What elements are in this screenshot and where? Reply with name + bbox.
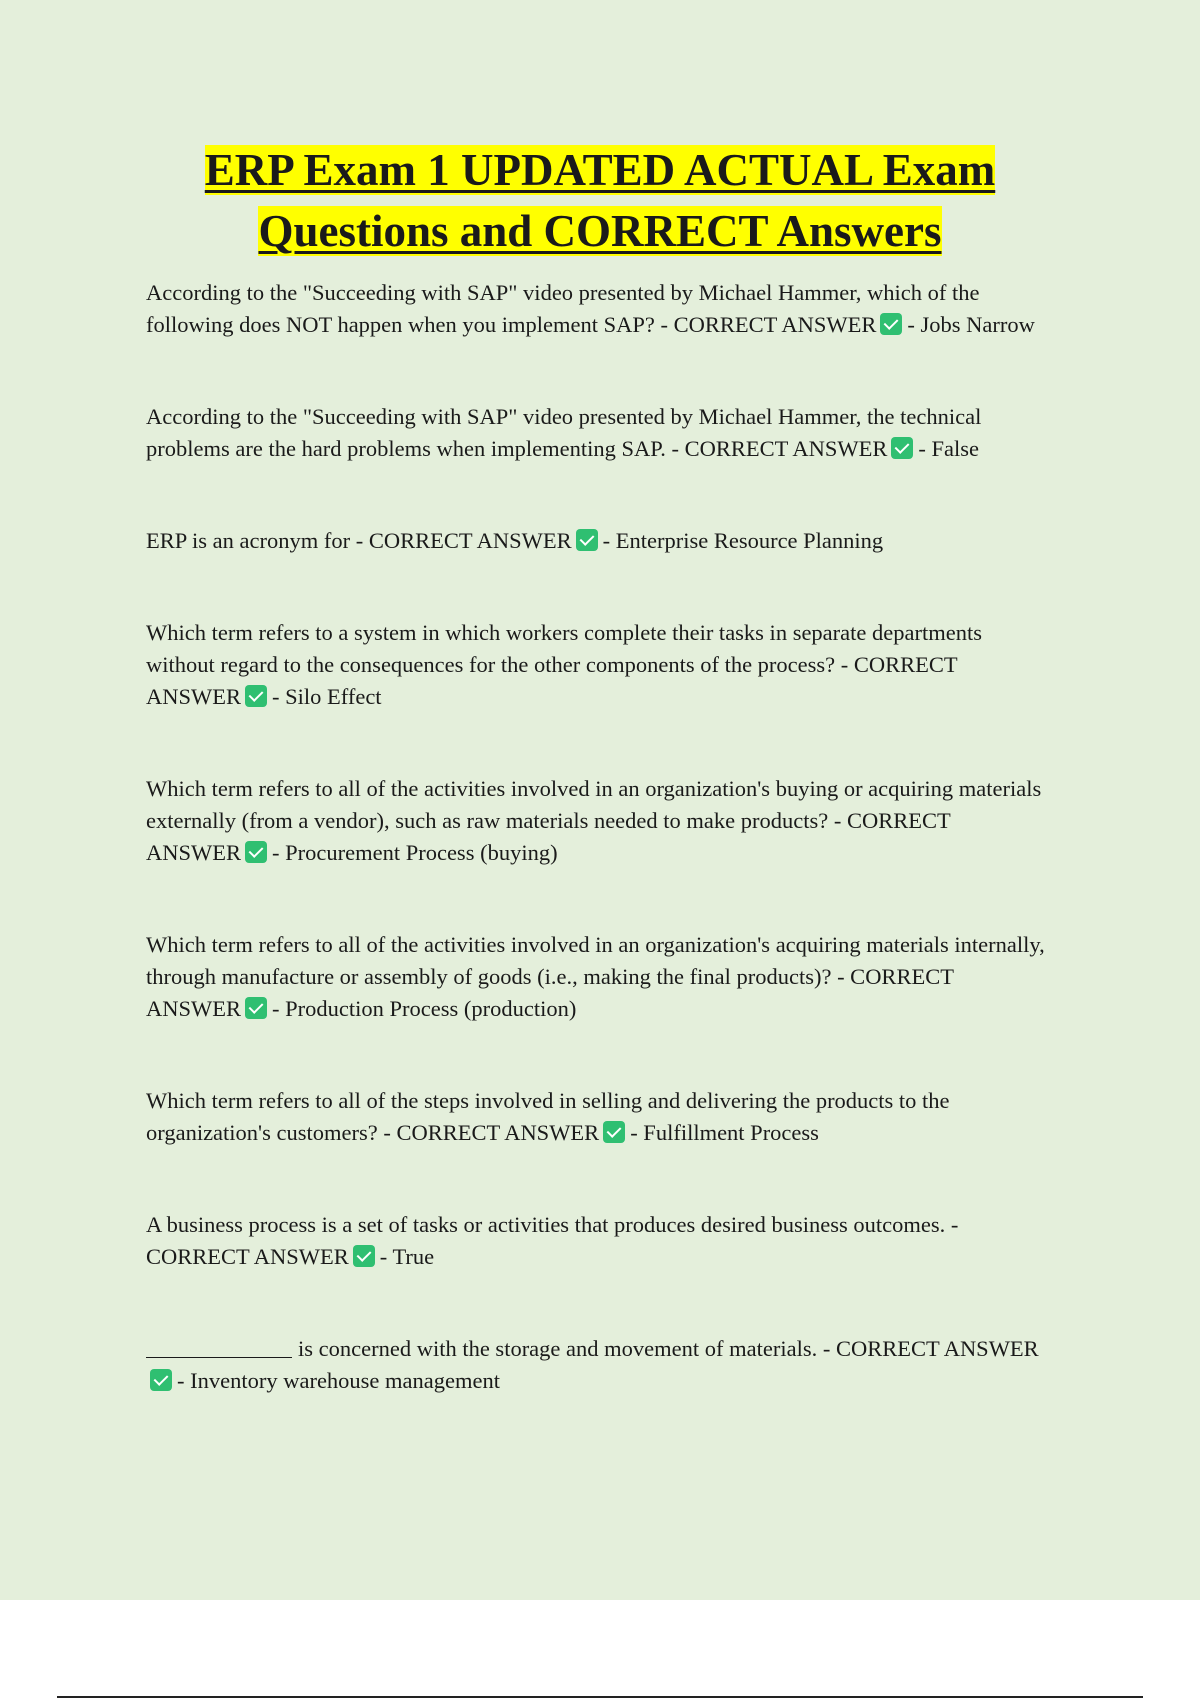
question-text: A business process is a set of tasks or activities that produces desired business outcomes. xyxy=(146,1212,951,1237)
answer-text: - True xyxy=(379,1244,435,1269)
check-mark-icon xyxy=(576,529,598,551)
check-mark-icon xyxy=(245,841,267,863)
answer-text: - Procurement Process (buying) xyxy=(272,840,558,865)
answer-marker: - CORRECT ANSWER xyxy=(146,1212,959,1269)
qa-item-3 xyxy=(146,525,1046,557)
answer-marker: - CORRECT ANSWER xyxy=(146,964,954,1021)
check-mark-icon xyxy=(891,437,913,459)
check-mark-icon xyxy=(245,997,267,1019)
qa-item-8 xyxy=(146,1209,1046,1273)
answer-text: - Enterprise Resource Planning xyxy=(602,528,884,553)
qa-item-6 xyxy=(146,929,1046,1025)
answer-marker: - CORRECT ANSWER xyxy=(383,1120,600,1145)
answer-marker: - CORRECT ANSWER xyxy=(660,312,877,337)
fill-in-blank xyxy=(146,1335,292,1358)
qa-item-1 xyxy=(146,277,1046,341)
check-mark-icon xyxy=(880,313,902,335)
answer-text: - Jobs Narrow xyxy=(907,312,1035,337)
footer-divider xyxy=(57,1696,1143,1698)
title-line-1: ERP Exam 1 UPDATED ACTUAL Exam xyxy=(204,145,996,195)
qa-item-2 xyxy=(146,401,1046,465)
qa-item-4 xyxy=(146,617,1046,713)
check-mark-icon xyxy=(353,1245,375,1267)
qa-item-9 xyxy=(146,1333,1046,1397)
question-answer-list xyxy=(146,277,1046,1457)
check-mark-icon xyxy=(245,685,267,707)
answer-marker: - CORRECT ANSWER xyxy=(146,808,951,865)
question-text: According to the "Succeeding with SAP" video presented by Michael Hammer, which of the following does NOT happen when you implement SAP? xyxy=(146,280,980,337)
answer-marker: - CORRECT ANSWER xyxy=(355,528,572,553)
answer-text: - False xyxy=(918,436,980,461)
title-line-2: Questions and CORRECT Answers xyxy=(258,206,942,256)
answer-marker: - CORRECT ANSWER xyxy=(822,1336,1039,1361)
check-mark-icon xyxy=(150,1369,172,1391)
answer-marker: - CORRECT ANSWER xyxy=(146,652,958,709)
question-text: Which term refers to a system in which workers complete their tasks in separate departments without regard to the consequences for the other components of the process? xyxy=(146,620,982,677)
qa-item-7 xyxy=(146,1085,1046,1149)
answer-marker: - CORRECT ANSWER xyxy=(671,436,888,461)
page-title xyxy=(100,140,1100,262)
answer-text: - Fulfillment Process xyxy=(630,1120,819,1145)
question-text: Which term refers to all of the steps involved in selling and delivering the products to the organization's customers? xyxy=(146,1088,950,1145)
answer-text: - Production Process (production) xyxy=(272,996,577,1021)
qa-item-5 xyxy=(146,773,1046,869)
question-text: is concerned with the storage and movement of materials. xyxy=(298,1336,823,1361)
answer-text: - Inventory warehouse management xyxy=(177,1368,500,1393)
question-text: According to the "Succeeding with SAP" video presented by Michael Hammer, the technical problems are the hard problems when implementing SAP. xyxy=(146,404,982,461)
question-text: Which term refers to all of the activities involved in an organization's buying or acquiring materials externally (from a vendor), such as raw materials needed to make products? xyxy=(146,776,1042,833)
question-text: ERP is an acronym for xyxy=(146,528,356,553)
question-text: Which term refers to all of the activities involved in an organization's acquiring materials internally, through manufacture or assembly of goods (i.e., making the final products)? xyxy=(146,932,1045,989)
check-mark-icon xyxy=(603,1121,625,1143)
answer-text: - Silo Effect xyxy=(272,684,382,709)
